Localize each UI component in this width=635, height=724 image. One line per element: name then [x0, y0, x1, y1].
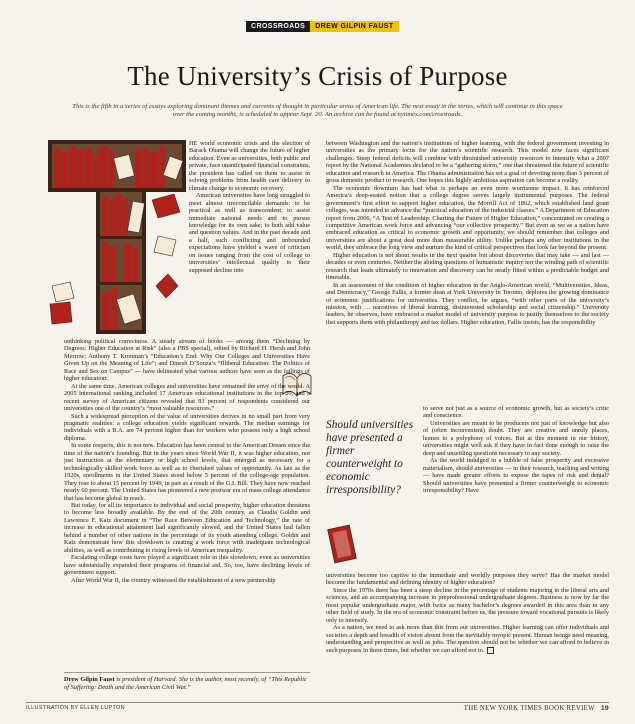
paragraph: HE world economic crisis and the election of Barack Obama will change the future of higher education. Even as universities, both public and private, face unanticipated financial constraints, the president has called on them to assist in solving problems from health care delivery to climate change to economic recovery.	[189, 140, 310, 192]
column-right-bottom	[326, 572, 609, 687]
paragraph-text: As a nation, we need to ask more than this from our universities. Higher learning can offer individuals and societies a depth and breadth of vision absent from the inevitably myopic present. Human beings need meaning, understanding and perspective as well as jobs. The question should not be whether we can afford to believe in such purposes in these times, but whether we can afford not to.	[326, 624, 609, 654]
publication-info	[464, 705, 609, 712]
paragraph: Such a widespread perception of the value of universities derives in no small part from very pragmatic realities: a college education yields significant rewards. The median earnings for individuals with a B.A. are 74 percent higher than for workers who possess only a high school diploma.	[64, 412, 310, 442]
bookshelf-dropcap-illustration	[40, 136, 190, 341]
paragraph: unthinking political correctness. A steady stream of books — among them “Declining by Degrees: Higher Education at Risk” (also a PBS special), edited by Richard H. Hersh and John Merrow; Anthony T. Kronman’s “Education’s End: Why Our Colleges and Universities Have Given Up on the Meaning of Life”; and Dinesh D’Souza’s “Illiberal Education: The Politics of Race and Sex on Campus” — have delineated what various authors have seen as the failings of higher education.	[64, 338, 310, 383]
author-bio	[64, 672, 310, 691]
paragraph: American universities have long struggled to meet almost irreconcilable demands: to be practical as well as transcendent; to assist immediate national needs and to pursue knowledge for its own sake; to both add value and question values. And in the past decade and a half, such conflicting and unbounded expectations have yielded a wave of criticism on issues ranging from the cost of college to universities’ intellectual quality to their supposed decline into	[189, 192, 310, 274]
column-right-middle	[423, 405, 609, 572]
paragraph: In some respects, this is not new. Education has been central to the American Dream since the time of the nation’s founding. But in the years since World War II, it was higher education, not just instruction at the elementary or high school levels, that emerged as necessary for a technologically skilled work force as well as to cherished values of opportunity. As late as the 1920s, enrollments in the United States stood below 5 percent of the college-age population. They rose to about 15 percent by 1949, in part as a result of the G.I. Bill. They have now reached nearly 60 percent. The United States has pioneered a new postwar era of mass college attendance that has become global in reach.	[64, 442, 310, 502]
paragraph: The economic downturn has had what is perhaps an even more worrisome impact. It has reinforced America’s deep-seated notion that a college degree serves largely instrumental purposes. The federal government’s first effort to support higher education, the Morrill Act of 1862, which established land grant colleges, was intended to advance the “practical education of the industrial classes.” A Department of Education report from 2006, “A Test of Leadership: Charting the Future of Higher Education,” concentrated on creating a competitive American work force and advancing “our collective prosperity.” But even as we as a nation have embraced education as critical to economic growth and opportunity, we should remember that colleges and universities are about a great deal more than measurable utility. Unlike perhaps any other institutions in the world, they embrace the long view and nurture the kind of critical perspectives that look far beyond the present.	[326, 184, 609, 252]
section-kicker	[246, 21, 399, 32]
column-left-top	[189, 140, 310, 338]
paragraph: Escalating college costs have played a significant role in this slowdown, even as universities have substantially expanded their programs of financial aid. So, too, have declining levels of government support.	[64, 554, 310, 577]
paragraph: At the same time, American colleges and universities have remained the envy of the world. A 2005 international ranking included 17 American educational institutions in the top 20, and a recent survey of American citizens revealed that 93 percent of respondents considered our universities one of the country’s “most valuable resources.”	[64, 382, 310, 413]
end-mark-icon	[487, 647, 494, 654]
paragraph: Since the 1970s there has been a steep decline in the percentage of students majoring in the liberal arts and sciences, and an accompanying increase in preprofessional undergraduate degrees. Business is now by far the most popular undergraduate major, with twice as many bachelor’s degrees awarded in this area than in any other field of study. In the era of economic constraint before us, the pressure toward vocational pursuits is likely only to intensify.	[326, 586, 609, 624]
section-label: CROSSROADS	[246, 21, 310, 32]
article-title: The University’s Crisis of Purpose	[127, 61, 508, 91]
bio-author-name: Drew Gilpin Faust	[64, 676, 115, 683]
paragraph: As the world indulged in a bubble of false prosperity and excessive materialism, should universities — in their research, teaching and writing — have made greater efforts to expose the tapes of risk and denial? Should universities have presented a firmer counterweight to economic irresponsibility? Have	[423, 457, 609, 494]
paragraph: between Washington and the nation’s institutions of higher learning, with the federal government investing in universities as the primary locus for the nation’s scientific research. This model now faces significant challenges. Steep federal deficits will combine with diminished university resources to intensify what a 2007 report by the National Academies declared to be a “gathering storm,” one that threatened the future of scientific education and research in America. The Obama administration has set a goal of devoting more than 3 percent of gross domestic product to research. One hopes this highly ambitious aspiration can become a reality.	[326, 140, 609, 185]
publication-name: THE NEW YORK TIMES BOOK REVIEW	[463, 705, 595, 712]
column-left-bottom	[64, 338, 310, 602]
paragraph: But today, for all its importance to individual and social prosperity, higher education threatens to become less broadly available. By the end of the 20th century, as Claudia Goldin and Lawrence F. Katz document in “The Race Between Education and Technology,” the rate of increase in educational attainment had significantly slowed, and the United States had fallen behind a number of other nations in the percentage of its youth attending college. Goldin and Katz demonstrate how this slowdown is creating a work force with inadequate technological abilities, as well as contributing to rising levels of American inequality.	[64, 501, 310, 554]
pull-quote: Should universities have presented a firmer counterweight to economic irresponsibility?	[326, 419, 414, 496]
author-label: DREW GILPIN FAUST	[310, 21, 398, 32]
paragraph: to serve not just as a source of economic growth, but as society’s critic and conscience.	[423, 405, 609, 420]
page-number: 19	[600, 705, 609, 712]
footer-rule	[26, 702, 609, 703]
red-book-icon	[326, 523, 358, 565]
paragraph: In an assessment of the condition of higher education in the Anglo-American world, “Multiversities, Ideas, and Democracy,” George Fallis, a former dean at York University in Toronto, deplores the growing dominance of economic justifications for universities. They conflict, he argues, “with other parts of the university’s mission, with … narratives of liberal learning, disinterested scholarship and social citizenship.” University leaders, he observes, have embraced a market model of university purpose to justify themselves to the society that supports them with philanthropy and tax dollars. Higher education, Fallis insists, has the responsibility	[326, 281, 609, 326]
paragraph	[326, 624, 609, 654]
paragraph: Higher education is not about results in the next quarter but about discoveries that may take — and last — decades or even centuries. Neither the abiding questions of humanistic inquiry nor the winding path of scientific research that leads ultimately to innovation and discovery can be neatly fitted within a predictable budget and timetable.	[326, 251, 609, 282]
column-right-top	[326, 140, 609, 405]
article-dek: This is the fifth in a series of essays exploring dominant themes and currents of thought in particular areas of American life. The next essay in the series, which will continue in this space over the coming months, is scheduled to appear Sept. 20. An archive can be found at nytimes.com/crossroads.	[72, 103, 563, 119]
paragraph: After World War II, the country witnessed the establishment of a new partnership	[71, 576, 276, 584]
paragraph: universities become too captive to the immediate and worldly purposes they serve? Has the market model become the fundamental and defining identity of higher education?	[326, 572, 609, 587]
illustration-credit: ILLUSTRATION BY ELLEN LUPTON	[26, 705, 125, 711]
paragraph: Universities are meant to be producers not just of knowledge but also of (often inconvenient) doubt. They are creative and unruly places, homes to a polyphony of voices. But at this moment in our history, universities might well ask if they have in fact done enough to raise the deep and unsettling questions necessary to any society.	[423, 419, 609, 457]
page-footer	[26, 705, 609, 712]
bio-text: is president of Harvard. She is the author, most recently, of “This Republic of Suffering: Death and the American Civil War.”	[64, 676, 307, 691]
